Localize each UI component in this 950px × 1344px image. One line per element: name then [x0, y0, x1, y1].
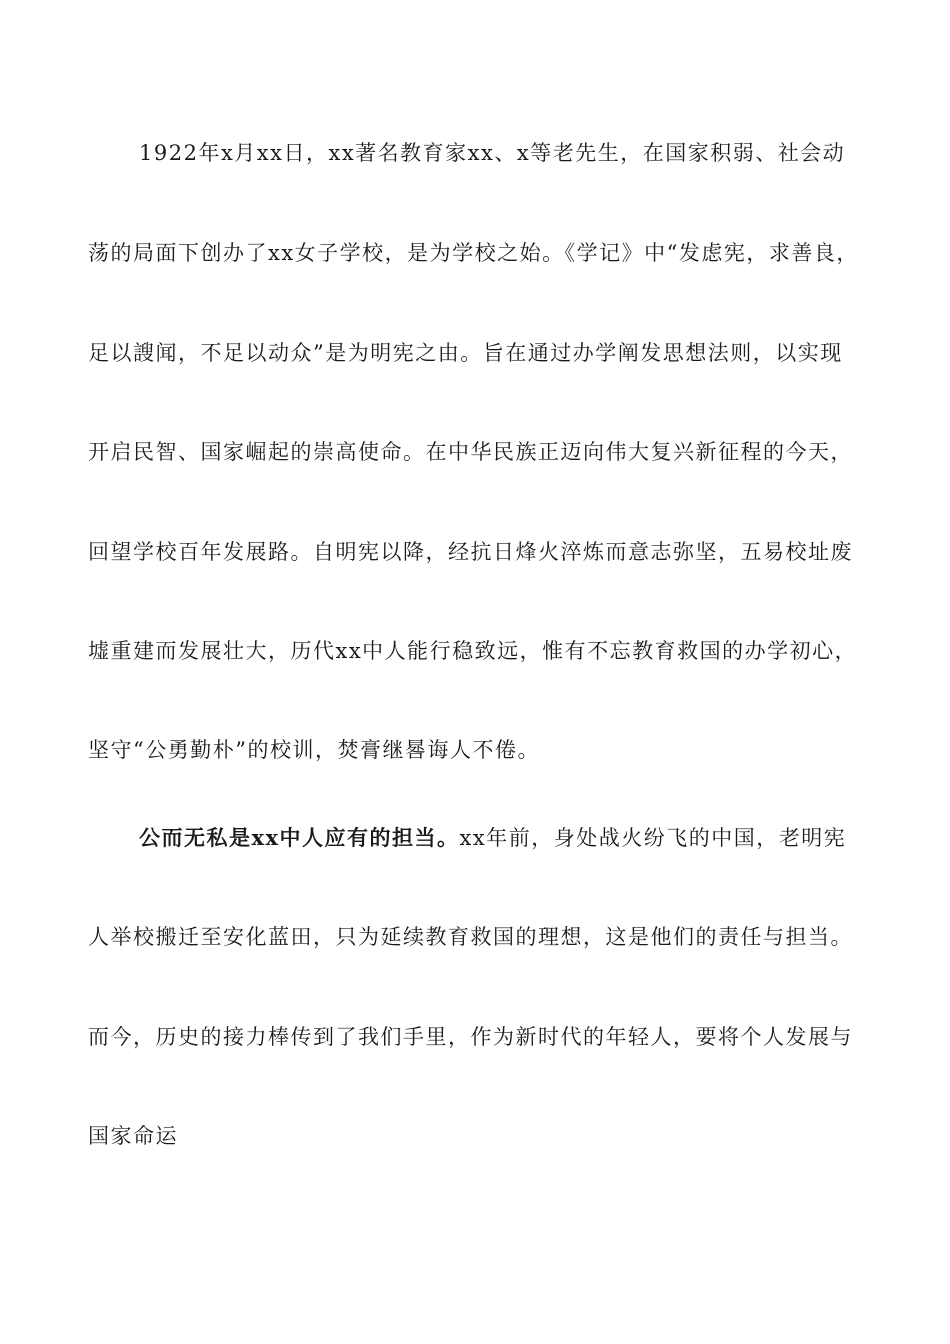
- paragraph-1-line-7: 坚守“公勇勤朴”的校训，焚膏继晷诲人不倦。: [88, 738, 540, 762]
- paragraph-1-line-5: 回望学校百年发展路。自明宪以降，经抗日烽火淬炼而意志弥坚，五易校址废: [88, 540, 853, 564]
- paragraph-1-line-3: 足以謏闻，不足以动众”是为明宪之由。旨在通过办学阐发思想法则，以实现: [88, 341, 843, 365]
- paragraph-2-line-2: 人举校搬迁至安化蓝田，只为延续教育救国的理想，这是他们的责任与担当。: [88, 925, 853, 949]
- paragraph-1-line-2: 荡的局面下创办了xx女子学校，是为学校之始。《学记》中“发虑宪，求善良，: [88, 241, 859, 265]
- paragraph-2-line-4: 国家命运: [88, 1124, 178, 1148]
- paragraph-2-line-1: [139, 823, 939, 853]
- paragraph-1-line-4: 开启民智、国家崛起的崇高使命。在中华民族正迈向伟大复兴新征程的今天，: [88, 440, 853, 464]
- paragraph-2-line-3: 而今，历史的接力棒传到了我们手里，作为新时代的年轻人，要将个人发展与: [88, 1025, 853, 1049]
- paragraph-2-first-line-text: xx年前，身处战火纷飞的中国，老明宪: [459, 826, 847, 850]
- paragraph-1-line-1: 1922年x月xx日，xx著名教育家xx、x等老先生，在国家积弱、社会动: [139, 141, 846, 165]
- paragraph-1-line-6: 墟重建而发展壮大，历代xx中人能行稳致远，惟有不忘教育救国的办学初心，: [88, 639, 858, 663]
- paragraph-2-bold-lead: 公而无私是xx中人应有的担当。: [139, 825, 460, 850]
